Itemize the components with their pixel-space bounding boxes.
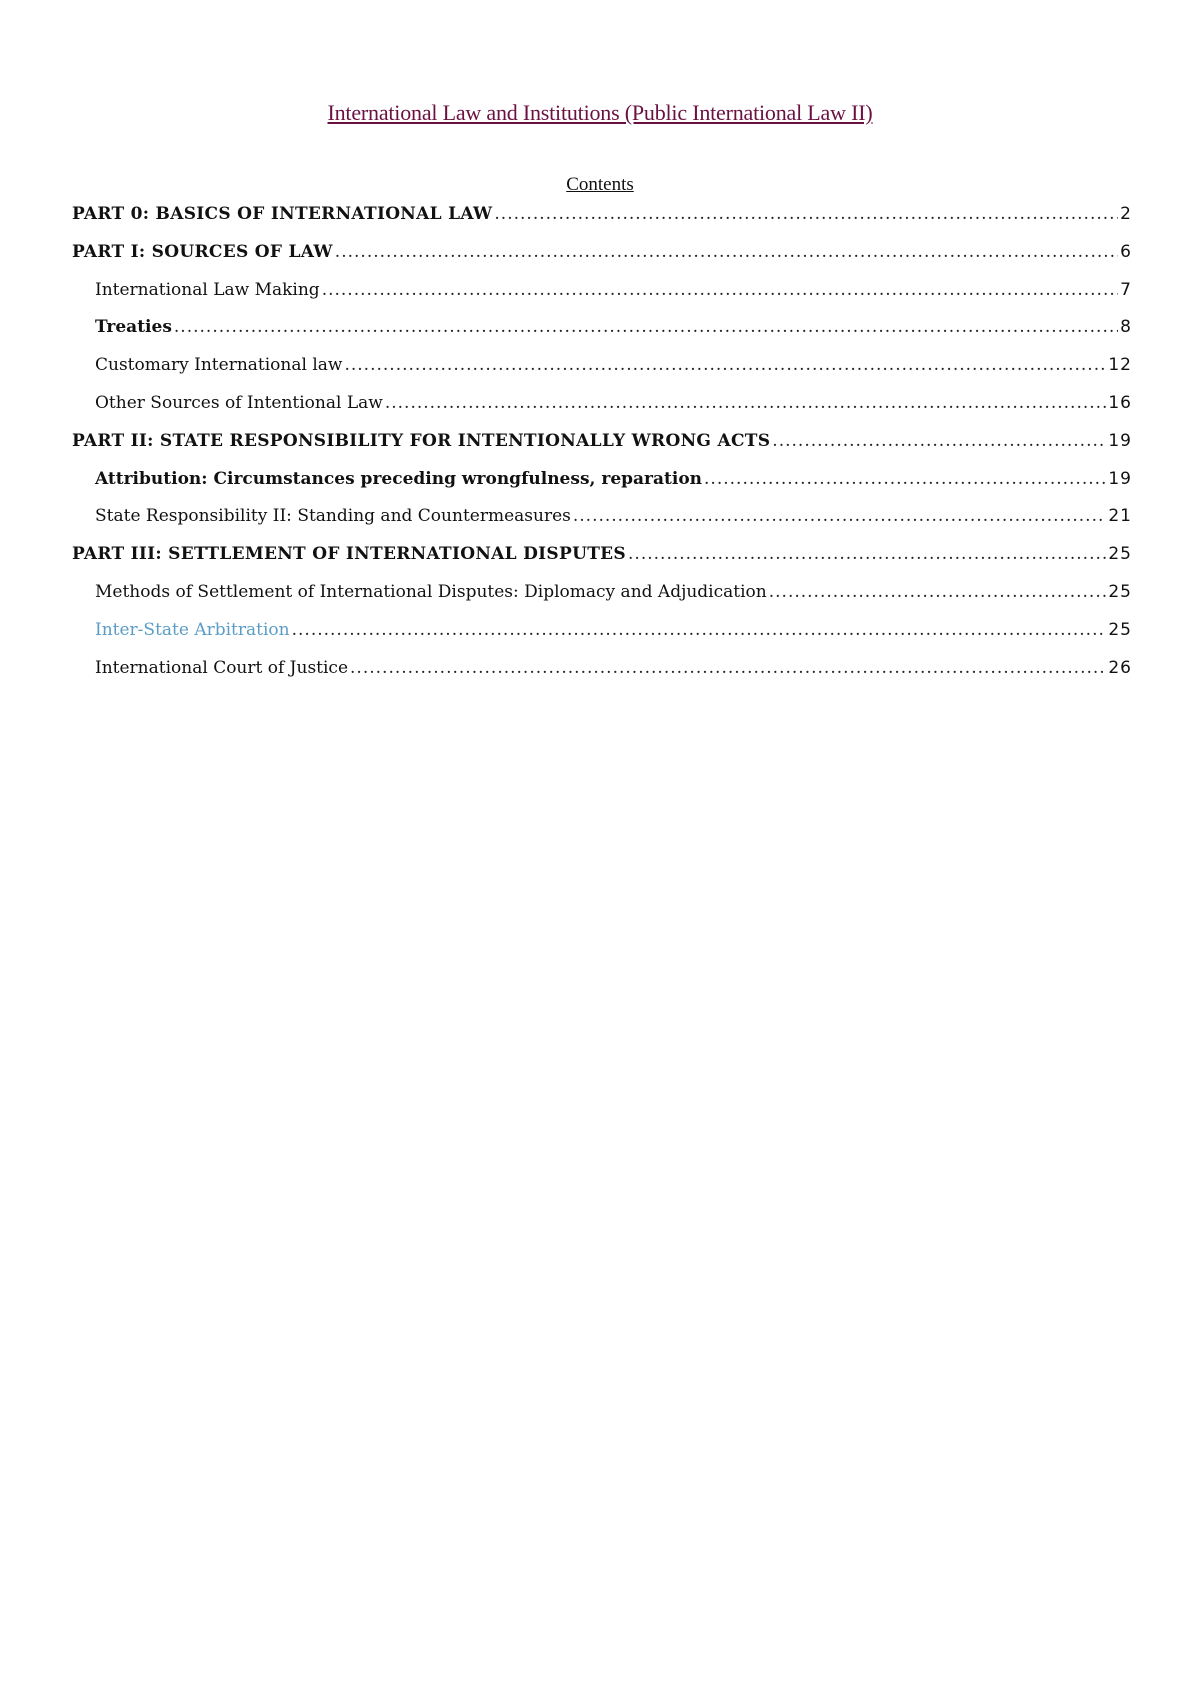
toc-leader-dots [385,385,1107,423]
toc-page-number: 21 [1108,506,1132,527]
toc-entry-part-2[interactable] [72,423,1132,461]
toc-entry-label: PART II: STATE RESPONSIBILITY FOR INTENTIONALLY WRONG ACTS [72,430,771,451]
toc-page-number: 12 [1108,355,1132,376]
toc-entry-label: Other Sources of Intentional Law [95,392,383,413]
toc-entry-icj[interactable] [72,650,1132,688]
toc-page-number: 26 [1108,657,1132,678]
toc-entry-label: PART III: SETTLEMENT OF INTERNATIONAL DISPUTES [72,544,627,565]
toc-entry-customary-law[interactable] [72,347,1132,385]
toc-leader-dots [335,234,1118,272]
toc-leader-dots [628,536,1106,574]
toc-entry-label: Customary International law [95,355,343,376]
toc-leader-dots [344,347,1106,385]
toc-entry-inter-state-arbitration[interactable] [72,612,1132,650]
document-title[interactable]: International Law and Institutions (Public International Law II) [327,100,873,125]
toc-page-number: 8 [1120,317,1132,338]
toc-entry-label: Methods of Settlement of International Disputes: Diplomacy and Adjudication [95,581,767,602]
toc-page-number: 25 [1108,619,1132,640]
toc-leader-dots [772,423,1106,461]
toc-page-number: 16 [1108,392,1132,413]
toc-leader-dots [292,612,1107,650]
toc-entry-methods-of-settlement[interactable] [72,574,1132,612]
toc-page-number: 19 [1108,468,1132,489]
toc-leader-dots [322,272,1118,310]
toc-page-number: 7 [1120,279,1132,300]
toc-entry-international-law-making[interactable] [72,272,1132,310]
toc-page-number: 19 [1108,430,1132,451]
toc-leader-dots [704,461,1106,499]
toc-entry-label: International Law Making [95,279,320,300]
toc-leader-dots [769,574,1107,612]
toc-entry-label: Attribution: Circumstances preceding wrongfulness, reparation [95,468,703,489]
toc-leader-dots [350,650,1106,688]
toc-entry-label: State Responsibility II: Standing and Countermeasures [95,506,571,527]
toc-entry-label: International Court of Justice [95,657,349,678]
toc-entry-part-3[interactable] [72,536,1132,574]
contents-heading: Contents [566,174,634,195]
toc-page-number: 25 [1108,544,1132,565]
toc-entry-label: PART I: SOURCES OF LAW [72,241,333,262]
toc-page-number: 6 [1120,241,1132,262]
toc-page-number: 25 [1108,581,1132,602]
toc-entry-attribution[interactable] [72,461,1132,499]
toc-entry-other-sources[interactable] [72,385,1132,423]
toc-page-number: 2 [1120,204,1132,224]
toc-leader-dots [494,196,1118,234]
toc-leader-dots [174,309,1118,347]
toc-entry-label: PART 0: BASICS OF INTERNATIONAL LAW [72,204,493,224]
toc-entry-state-responsibility-2[interactable] [72,498,1132,536]
toc-leader-dots [573,498,1107,536]
toc-entry-part-0[interactable] [72,196,1132,234]
table-of-contents [72,196,1132,687]
toc-entry-label: Inter-State Arbitration [95,619,290,640]
toc-entry-label: Treaties [95,317,172,338]
toc-entry-part-1[interactable] [72,234,1132,272]
toc-entry-treaties[interactable] [72,309,1132,347]
